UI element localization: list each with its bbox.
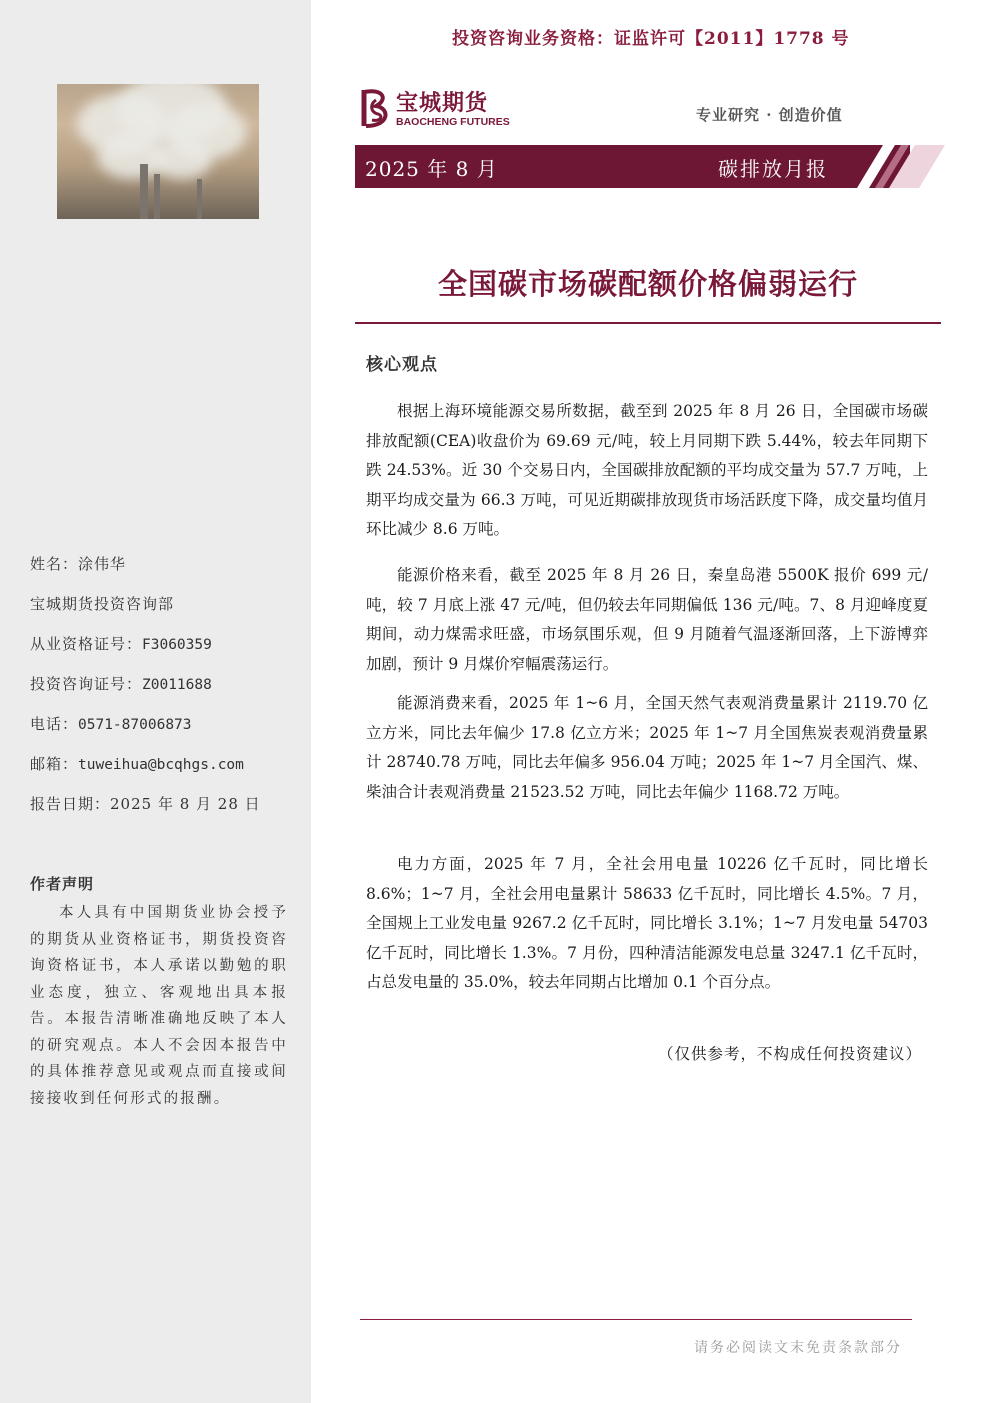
report-date-label: 报告日期： [30,795,111,813]
author-declaration [30,873,288,1112]
paragraph-energy-consumption: 能源消费来看，2025 年 1~6 月，全国天然气表观消费量累计 2119.70 亿立方米，同比去年偏少 17.8 亿立方米；2025 年 1~7 月全国焦炭表观消费量累计 28740.78 万吨，同比去年偏多 956.04 万吨；2025 年 1~7 月全国汽、煤、柴油合计表观消费量 21523.52 万吨，同比去年偏少 1168.72 万吨。 [366,694,928,801]
author-consulting-cert [30,673,290,713]
logo-name-cn: 宝城期货 [396,91,489,116]
author-email [30,753,290,793]
title-divider [355,322,941,324]
author-phone [30,713,290,753]
phone-label: 电话： [30,715,79,733]
page-title: 全国碳市场碳配额价格偏弱运行 [437,267,858,301]
paragraph-carbon-market: 根据上海环境能源交易所数据，截至到 2025 年 8 月 26 日，全国碳市场碳排放配额(CEA)收盘价为 69.69 元/吨，较上月同期下跌 5.44%，较去年同期下跌 24.53%。近 30 个交易日内，全国碳排放配额的平均成交量为 57.7 万吨，上期平均成交量为 66.3 万吨，可见近期碳排放现货市场活跃度下降，成交量均值月环比减少 8.6 万吨。 [366,402,928,538]
author-department: 宝城期货投资咨询部 [30,595,175,613]
section-heading-core-view: 核心观点 [366,355,438,375]
qualification-header: 投资咨询业务资格：证监许可【2011】1778 号 [452,29,850,49]
baocheng-logo-icon [358,86,394,130]
qualification-label: 从业资格证号： [30,635,143,653]
paragraph-electricity: 电力方面，2025 年 7 月，全社会用电量 10226 亿千瓦时，同比增长 8.6%；1~7 月，全社会用电量累计 58633 亿千瓦时，同比增长 4.5%。7 月，全国规上工业发电量 9267.2 亿千瓦时，同比增长 3.1%；1~7 月发电量 54703 亿千瓦时，同比增长 1.3%。7 月份，四种清洁能源发电总量 3247.1 亿千瓦时，占总发电量的 35.0%，较去年同期占比增加 0.1 个百分点。 [366,855,928,991]
footer-note: 请务必阅读文末免责条款部分 [694,1340,902,1356]
paragraph-energy-price: 能源价格来看，截至 2025 年 8 月 26 日，秦皇岛港 5500K 报价 699 元/吨，较 7 月底上涨 47 元/吨，但仍较去年同期偏低 136 元/吨。7、8 月迎峰度夏期间，动力煤需求旺盛，市场氛围乐观，但 9 月随着气温逐渐回落，上下游博弈加剧，预计 9 月煤价窄幅震荡运行。 [366,566,928,673]
slogan: 专业研究 · 创造价值 [696,106,843,124]
disclaimer-note: （仅供参考，不构成任何投资建议） [657,1045,922,1063]
qualification-number: F3060359 [142,637,212,653]
author-name-value: 涂伟华 [78,555,127,573]
report-date [30,793,290,833]
email-address[interactable]: tuweihua@bcqhgs.com [78,757,244,773]
consulting-cert-label: 投资咨询证号： [30,675,143,693]
author-info [30,553,290,833]
declaration-title: 作者声明 [30,875,95,893]
cover-photo-smokestacks [57,84,259,219]
author-qualification [30,633,290,673]
banner-date: 2025 年 8 月 [365,157,498,181]
banner-stripes-decoration [855,145,945,188]
company-logo [358,86,528,132]
report-date-value: 2025 年 8 月 28 日 [110,795,261,813]
footer-divider [360,1319,912,1320]
sidebar [0,0,311,1403]
author-name-label: 姓名： [30,555,79,573]
phone-number: 0571-87006873 [78,717,192,733]
banner-report-type: 碳排放月报 [718,157,828,181]
consulting-cert-number: Z0011688 [142,677,212,693]
author-name [30,553,290,593]
declaration-body: 本人具有中国期货业协会授予的期货从业资格证书，期货投资咨询资格证书，本人承诺以勤勉的职业态度，独立、客观地出具本报告。本报告清晰准确地反映了本人的研究观点。本人不会因本报告中的具体推荐意见或观点而直接或间接接收到任何形式的报酬。 [30,905,288,1107]
logo-name-en: BAOCHENG FUTURES [396,116,510,128]
email-label: 邮箱： [30,755,79,773]
